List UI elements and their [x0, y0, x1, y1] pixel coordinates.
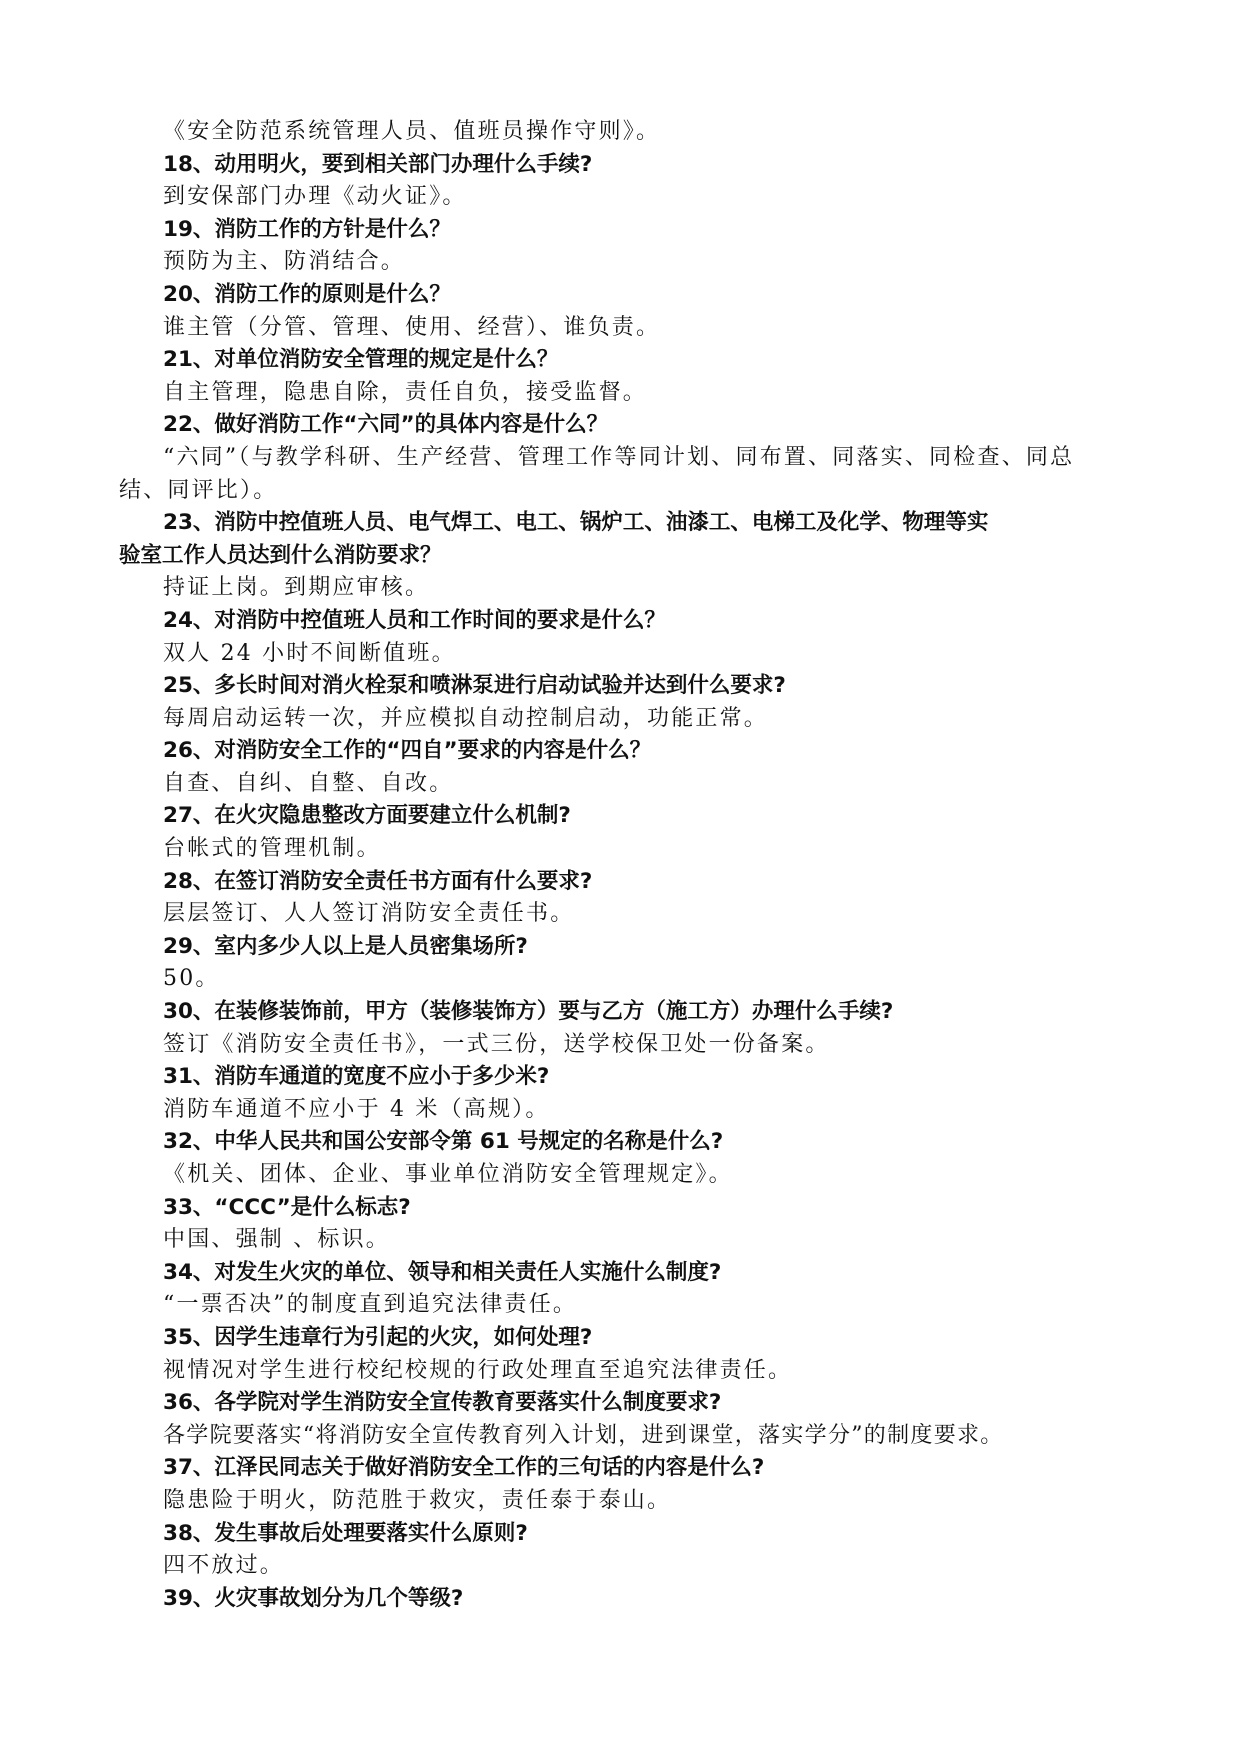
question-line: 31、消防车通道的宽度不应小于多少米?: [163, 1064, 550, 1090]
answer-line: 台帐式的管理机制。: [163, 836, 381, 862]
answer-line: 到安保部门办理《动火证》。: [163, 184, 467, 210]
question-line: 34、对发生火灾的单位、领导和相关责任人实施什么制度?: [163, 1259, 722, 1285]
answer-line: 消防车通道不应小于 4 米（高规）。: [163, 1096, 550, 1122]
question-line: 18、动用明火，要到相关部门办理什么手续?: [163, 151, 593, 177]
answer-line: 四不放过。: [163, 1553, 285, 1579]
answer-line: “一票否决”的制度直到追究法律责任。: [163, 1292, 578, 1318]
answer-line: 持证上岗。到期应审核。: [163, 575, 430, 601]
question-line: 23、消防中控值班人员、电气焊工、电工、锅炉工、油漆工、电梯工及化学、物理等实: [163, 510, 989, 536]
answer-line: 《机关、团体、企业、事业单位消防安全管理规定》。: [163, 1162, 733, 1187]
question-line: 39、火灾事故划分为几个等级?: [163, 1585, 464, 1611]
question-line: 26、对消防安全工作的“四自”要求的内容是什么？: [163, 738, 652, 764]
question-line: 22、做好消防工作“六同”的具体内容是什么？: [163, 412, 609, 438]
answer-line: 50。: [163, 966, 220, 992]
question-line: 30、在装修装饰前，甲方（装修装饰方）要与乙方（施工方）办理什么手续?: [163, 999, 894, 1025]
answer-line: 签订《消防安全责任书》，一式三份，送学校保卫处一份备案。: [163, 1031, 830, 1057]
answer-line: “六同”（与教学科研、生产经营、管理工作等同计划、同布置、同落实、同检查、同总: [163, 444, 1075, 470]
question-line: 27、在火灾隐患整改方面要建立什么机制?: [163, 803, 571, 829]
answer-line: 每周启动运转一次，并应模拟自动控制启动，功能正常。: [163, 705, 769, 731]
answer-line: 自查、自纠、自整、自改。: [163, 770, 454, 796]
question-line: 38、发生事故后处理要落实什么原则?: [163, 1520, 528, 1546]
qa-list: [0, 116, 1241, 1615]
question-line: 33、“CCC”是什么标志?: [163, 1194, 411, 1220]
answer-line: 隐患险于明火，防范胜于救灾，责任泰于泰山。: [163, 1487, 672, 1513]
question-line: 19、消防工作的方针是什么？: [163, 216, 451, 242]
question-line: 验室工作人员达到什么消防要求？: [119, 542, 442, 568]
question-line: 37、江泽民同志关于做好消防安全工作的三句话的内容是什么?: [163, 1455, 765, 1481]
answer-line: 结、同评比）。: [119, 477, 278, 503]
question-line: 29、室内多少人以上是人员密集场所?: [163, 933, 528, 959]
question-line: 21、对单位消防安全管理的规定是什么？: [163, 347, 559, 373]
answer-line: 《安全防范系统管理人员、值班员操作守则》。: [163, 119, 661, 144]
question-line: 35、因学生违章行为引起的火灾，如何处理?: [163, 1324, 593, 1350]
answer-line: 预防为主、防消结合。: [163, 249, 406, 275]
question-line: 20、消防工作的原则是什么？: [163, 281, 451, 307]
answer-line: 视情况对学生进行校纪校规的行政处理直至追究法律责任。: [163, 1357, 793, 1383]
answer-line: 自主管理，隐患自除，责任自负，接受监督。: [163, 379, 648, 405]
question-line: 25、多长时间对消火栓泵和喷淋泵进行启动试验并达到什么要求?: [163, 673, 786, 699]
answer-line: 中国、强制 、标识。: [163, 1227, 390, 1253]
answer-line: 各学院要落实“将消防安全宣传教育列入计划，进到课堂，落实学分”的制度要求。: [163, 1422, 1004, 1448]
answer-line: 双人 24 小时不间断值班。: [163, 640, 456, 666]
question-line: 28、在签订消防安全责任书方面有什么要求?: [163, 868, 593, 894]
question-line: 32、中华人民共和国公安部令第 61 号规定的名称是什么?: [163, 1129, 724, 1155]
question-line: 24、对消防中控值班人员和工作时间的要求是什么？: [163, 607, 666, 633]
question-line: 36、各学院对学生消防安全宣传教育要落实什么制度要求?: [163, 1390, 722, 1416]
answer-line: 谁主管（分管、管理、使用、经营）、谁负责。: [163, 314, 661, 340]
answer-line: 层层签订、人人签订消防安全责任书。: [163, 901, 575, 927]
